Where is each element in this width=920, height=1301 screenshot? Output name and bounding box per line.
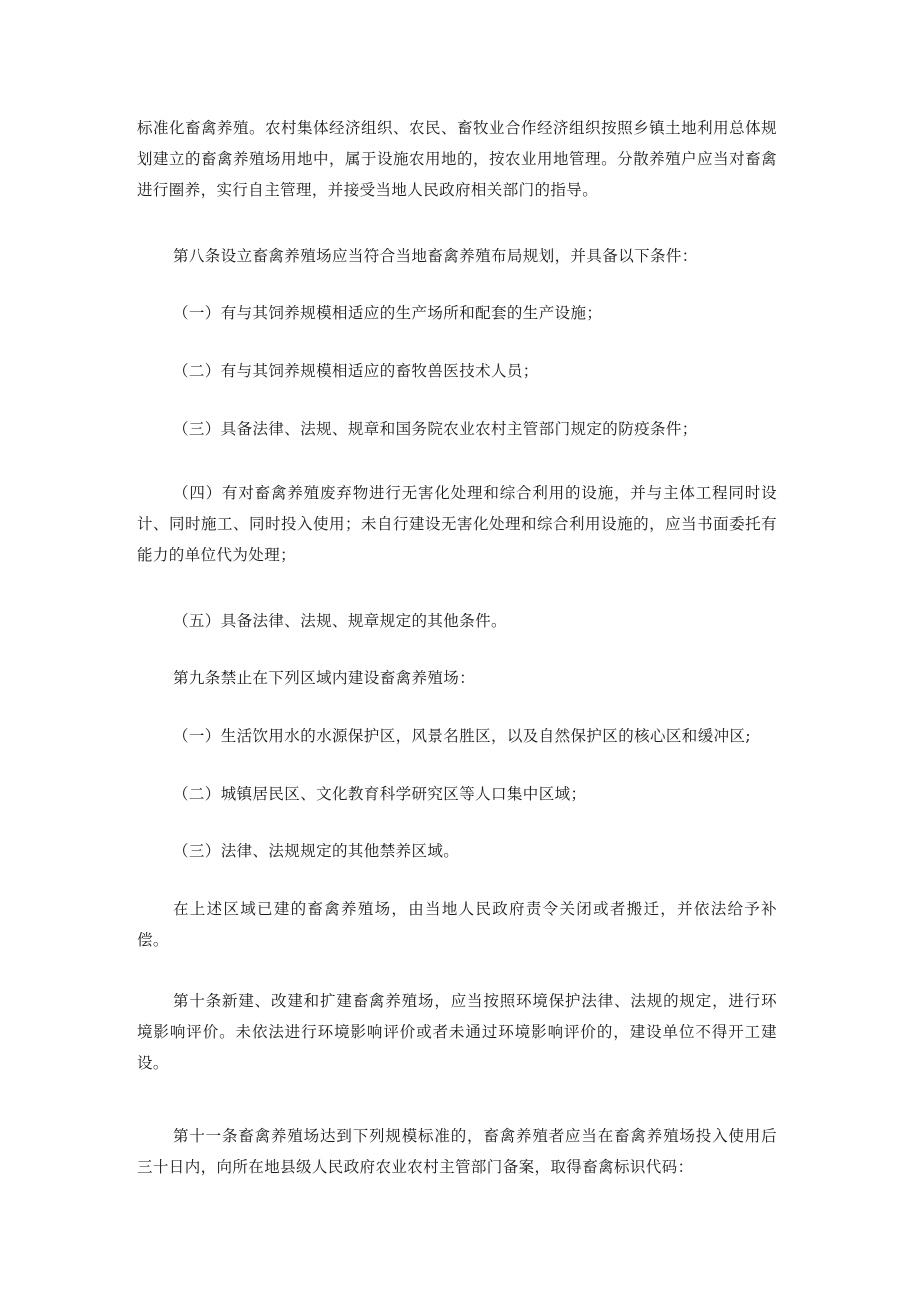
article-8-item-2: （二）有与其饲养规模相适应的畜牧兽医技术人员； xyxy=(173,362,539,380)
article-9-closing: 在上述区域已建的畜禽养殖场，由当地人民政府责令关闭或者搬迁，并依法给予补偿。 xyxy=(137,900,777,949)
article-10: 第十条新建、改建和扩建畜禽养殖场，应当按照环境保护法律、法规的规定，进行环境影响评价。未依法进行环境影响评价或者未通过环境影响评价的，建设单位不得开工建设。 xyxy=(137,992,777,1072)
article-8-item-3: （三）具备法律、法规、规章和国务院农业农村主管部门规定的防疫条件； xyxy=(173,420,698,438)
article-8-heading: 第八条设立畜禽养殖场应当符合当地畜禽养殖布局规划，并具备以下条件： xyxy=(173,247,698,265)
article-9-item-3: （三）法律、法规规定的其他禁养区域。 xyxy=(173,842,460,860)
article-9-heading: 第九条禁止在下列区域内建设畜禽养殖场： xyxy=(173,669,476,687)
article-9-item-1: （一）生活饮用水的水源保护区，风景名胜区，以及自然保护区的核心区和缓冲区; xyxy=(173,727,752,745)
article-8-item-5: （五）具备法律、法规、规章规定的其他条件。 xyxy=(173,612,507,630)
article-9-item-2: （二）城镇居民区、文化教育科学研究区等人口集中区域； xyxy=(173,785,587,803)
article-8-item-4: （四）有对畜禽养殖废弃物进行无害化处理和综合利用的设施，并与主体工程同时设计、同时施工、同时投入使用；未自行建设无害化处理和综合利用设施的，应当书面委托有能力的单位代为处理； xyxy=(137,484,777,564)
paragraph-continuation: 标准化畜禽养殖。农村集体经济组织、农民、畜牧业合作经济组织按照乡镇土地利用总体规划建立的畜禽养殖场用地中，属于设施农用地的，按农业用地管理。分散养殖户应当对畜禽进行圈养，实行自主管理，并接受当地人民政府相关部门的指导。 xyxy=(137,119,777,199)
article-11-heading: 第十一条畜禽养殖场达到下列规模标准的，畜禽养殖者应当在畜禽养殖场投入使用后三十日内，向所在地县级人民政府农业农村主管部门备案，取得畜禽标识代码： xyxy=(137,1127,777,1176)
article-8-item-1: （一）有与其饲养规模相适应的生产场所和配套的生产设施； xyxy=(173,304,603,322)
